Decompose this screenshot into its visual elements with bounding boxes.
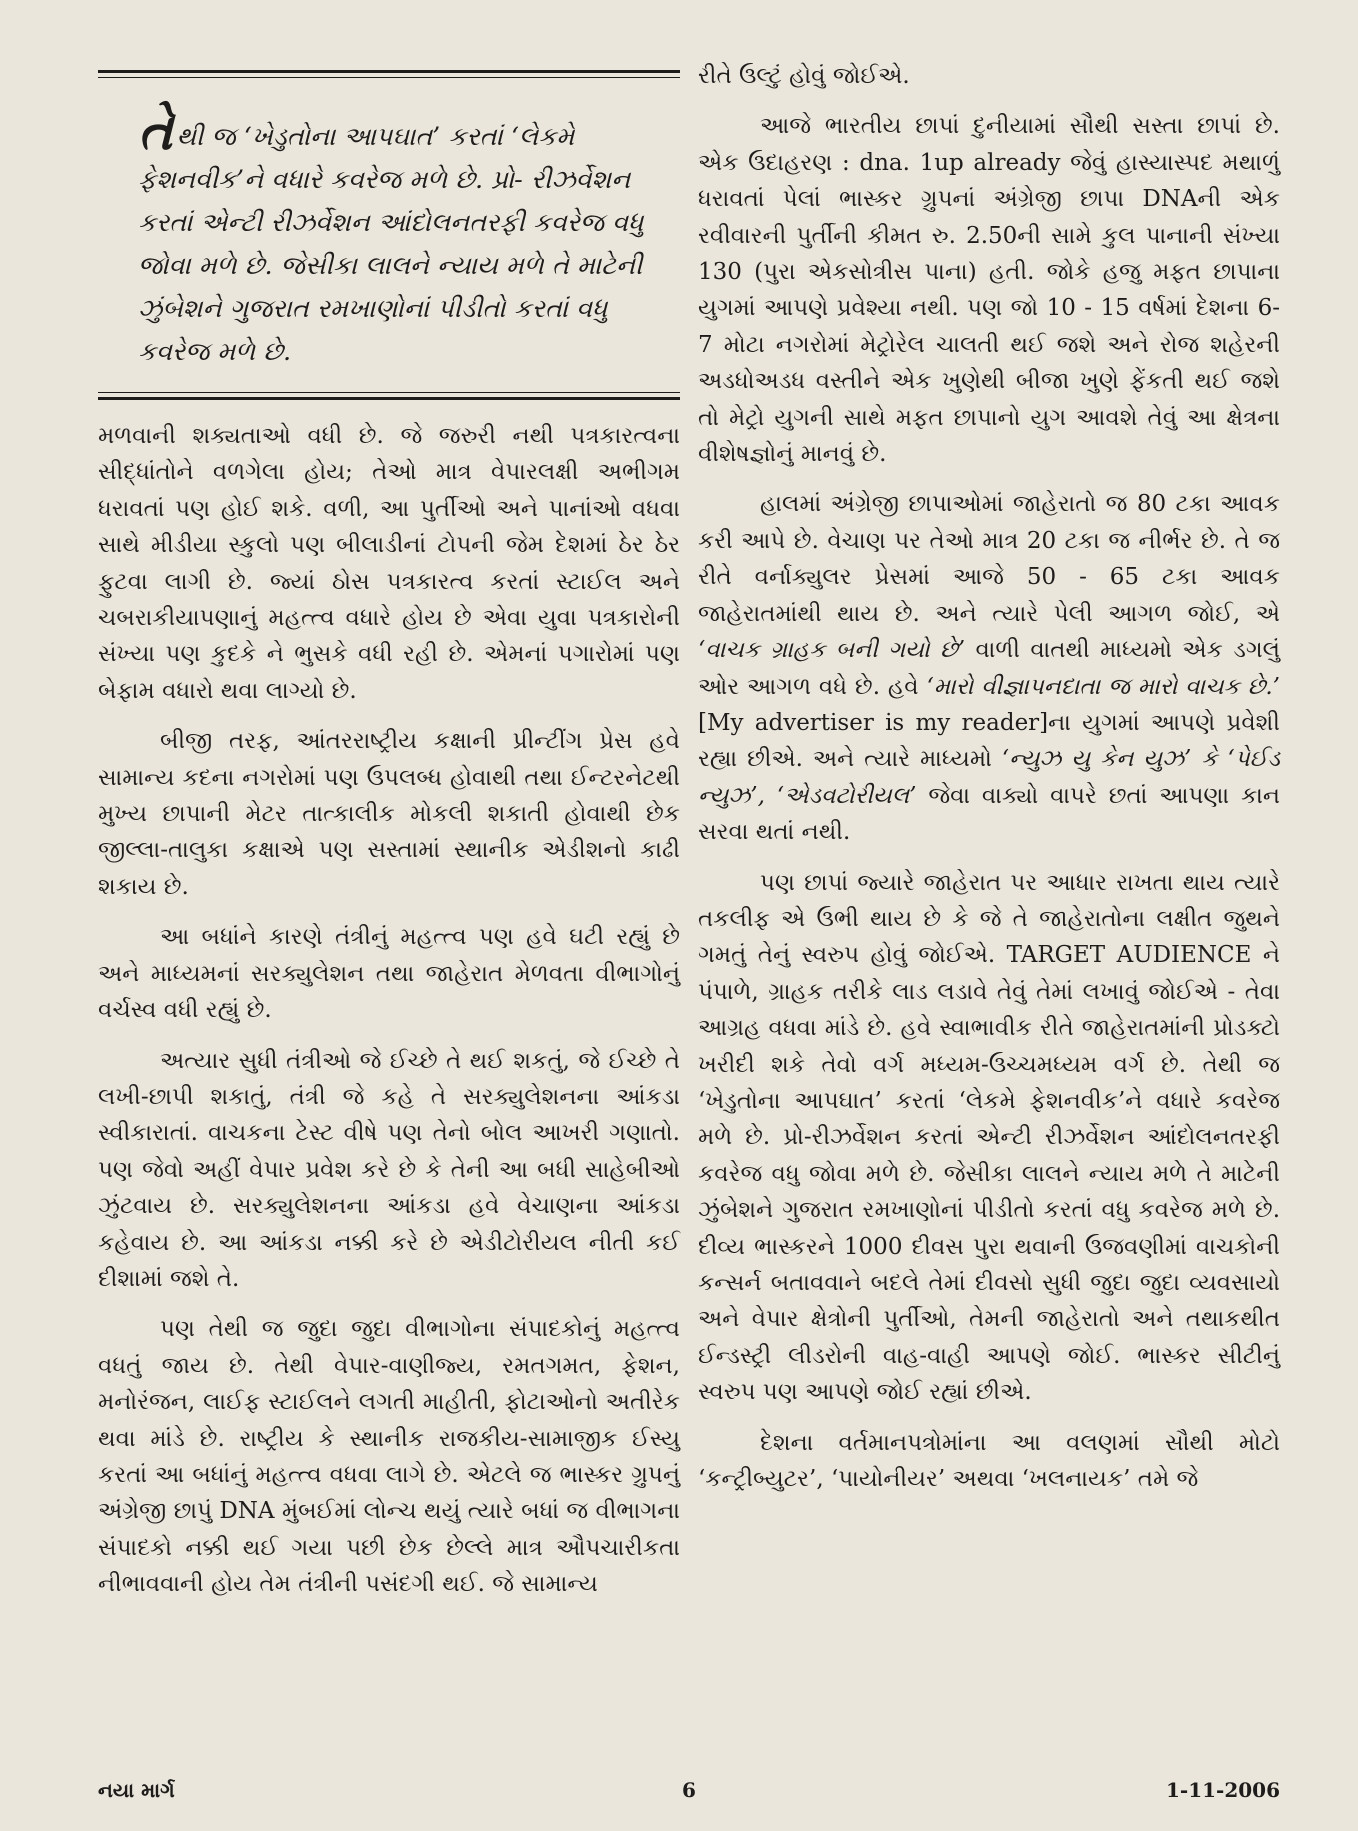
page-number: 6 [682,1778,696,1802]
text-run: હાલમાં અંગ્રેજી છાપાઓમાં જાહેરાતો જ 80 ટકા આવક કરી આપે છે. વેચાણ પર તેઓ માત્ર 20 ટકા જ નીર્ભર છે. તે જ રીતે વર્નાક્યુલર પ્રેસમાં આજે 50 - 65 ટકા આવક જાહેરાતમાંથી થાય છે. અને ત્યારે પેલી આગળ જોઈ, એ [698,491,1280,627]
text-run: જેવા વાક્યો વાપરે છતાં આપણા કાન સરવા થતાં નથી. [698,782,1280,846]
pull-quote-bottom-rule [98,397,680,400]
body-paragraph: દેશના વર્તમાનપત્રોમાંના આ વલણમાં સૌથી મોટો ‘કન્ટ્રીબ્યુટર’, ‘પાયોનીયર’ અથવા ‘ખલનાયક’ તમે જે [698,1429,1280,1493]
italic-quote: ‘મારો વીજ્ઞાપનદાતા જ મારો વાચક છે.’ [926,673,1280,700]
page-footer [98,1778,1280,1808]
body-paragraph: આ બધાંને કારણે તંત્રીનું મહત્ત્વ પણ હવે ઘટી રહ્યું છે અને માધ્યમનાં સરક્યુલેશન તથા જાહેરાત મેળવતા વીભાગોનું વર્ચસ્વ વધી રહ્યું છે. [98,924,680,1024]
italic-quote: ‘ન્યુઝ યુ કેન યુઝ’ કે ‘પેઈડ ન્યુઝ’, ‘એડવટોરીયલ’ [698,746,1281,809]
body-paragraph: મળવાની શક્યતાઓ વધી છે. જે જરુરી નથી પત્રકારત્વના સીદ્ધાંતોને વળગેલા હોય; તેઓ માત્ર વેપારલક્ષી અભીગમ ધરાવતાં પણ હોઈ શકે. વળી, આ પુર્તીઓ અને પાનાંઓ વધવા સાથે મીડીયા સ્કુલો પણ બીલાડીનાં ટોપની જેમ દેશમાં ઠેર ઠેર ફુટવા લાગી છે. જ્યાં ઠોસ પત્રકારત્વ કરતાં સ્ટાઈલ અને ચબરાકીયાપણાનું મહત્ત્વ વધારે હોય છે એવા યુવા પત્રકારોની સંખ્યા પણ કુદકે ને ભુસકે વધી રહી છે. એમનાં પગારોમાં પણ બેફામ વધારો થવા લાગ્યો છે. [98,423,680,704]
publication-name: નયા માર્ગ [98,1778,175,1802]
pull-quote-drop-cap: તે [138,101,173,162]
body-paragraph: આજે ભારતીય છાપાં દુનીયામાં સૌથી સસ્તા છાપાં છે. એક ઉદાહરણ : dna. 1up already જેવું હાસ્યાસ્પદ મથાળું ધરાવતાં પેલાં ભાસ્કર ગ્રુપનાં અંગ્રેજી છાપા DNAની એક રવીવારની પુર્તીની કીમત રુ. 2.50ની સામે કુલ પાનાની સંખ્યા 130 (પુરા એકસોત્રીસ પાના) હતી. જોકે હજુ મફત છાપાના યુગમાં આપણે પ્રવેશ્યા નથી. પણ જો 10 - 15 વર્ષમાં દેશના 6-7 મોટા નગરોમાં મેટ્રોરેલ ચાલતી થઈ જશે અને રોજ શહેરની અડધોઅડધ વસ્તીને એક ખુણેથી બીજા ખુણે ફેંકતી થઈ જશે તો મેટ્રો યુગની સાથે મફત છાપાનો યુગ આવશે તેવું આ ક્ષેત્રના વીશેષજ્ઞોનું માનવું છે. [698,113,1280,468]
pull-quote [98,78,680,374]
pull-quote-bottom-rule-thin [98,392,680,393]
right-column [698,58,1280,1497]
text-run: [My advertiser is my reader]ના યુગમાં આપણે પ્રવેશી રહ્યા છીએ. અને ત્યારે માધ્યમો [698,709,1280,773]
body-paragraph [698,486,1280,850]
text-run: વાળી વાતથી માધ્યમો એક ડગલું ઓર આગળ વધે છે. હવે [698,637,1280,700]
pull-quote-top-rule [98,70,680,73]
body-paragraph: પણ તેથી જ જુદા જુદા વીભાગોના સંપાદકોનું મહત્ત્વ વધતું જાય છે. તેથી વેપાર-વાણીજ્ય, રમતગમત, ફેશન, મનોરંજન, લાઈફ સ્ટાઈલને લગતી માહીતી, ફોટાઓનો અતીરેક થવા માંડે છે. રાષ્ટ્રીય કે સ્થાનીક રાજકીય-સામાજીક ઈસ્યુ કરતાં આ બધાંનું મહત્ત્વ વધવા લાગે છે. એટલે જ ભાસ્કર ગ્રુપનું અંગ્રેજી છાપું DNA મુંબઈમાં લોન્ચ થયું ત્યારે બધાં જ વીભાગના સંપાદકો નક્કી થઈ ગયા પછી છેક છેલ્લે માત્ર ઔપચારીકતા નીભાવવાની હોય તેમ તંત્રીની પસંદગી થઈ. જે સામાન્ય [98,1316,680,1598]
body-paragraph: રીતે ઉલ્ટું હોવું જોઈએ. [698,63,910,89]
issue-date: 1-11-2006 [1165,1778,1280,1802]
italic-quote: ‘વાચક ગ્રાહક બની ગયો છે’ [698,637,966,664]
body-paragraph: અત્યાર સુધી તંત્રીઓ જે ઈચ્છે તે થઈ શકતું, જે ઈચ્છે તે લખી-છાપી શકાતું, તંત્રી જે કહે તે સરક્યુલેશનના આંકડા સ્વીકારાતાં. વાચકના ટેસ્ટ વીષે પણ તેનો બોલ આખરી ગણાતો. પણ જેવો અહીં વેપાર પ્રવેશ કરે છે કે તેની આ બધી સાહેબીઓ ઝુંટવાય છે. સરક્યુલેશનના આંકડા હવે વેચાણના આંકડા કહેવાય છે. આ આંકડા નક્કી કરે છે એડીટોરીયલ નીતી કઈ દીશામાં જશે તે. [98,1047,680,1292]
pull-quote-text: થી જ ‘ખેડુતોના આપઘાત’ કરતાં ‘લેકમે ફેશનવીક’ને વધારે કવરેજ મળે છે. પ્રો- રીઝર્વેશન કરતાં એન્ટી રીઝર્વેશન આંદોલનતરફી કવરેજ વધુ જોવા મળે છે. જેસીકા લાલને ન્યાય મળે તે માટેની ઝુંબેશને ગુજરાત રમખાણોનાં પીડીતો કરતાં વધુ કવરેજ મળે છે. [138,122,644,367]
body-paragraph: બીજી તરફ, આંતરરાષ્ટ્રીય કક્ષાની પ્રીન્ટીંગ પ્રેસ હવે સામાન્ય કદના નગરોમાં પણ ઉપલબ્ધ હોવાથી તથા ઈન્ટરનેટથી મુખ્ય છાપાની મેટર તાત્કાલીક મોકલી શકાતી હોવાથી છેક જીલ્લા-તાલુકા કક્ષાએ પણ સસ્તામાં સ્થાનીક એડીશનો કાઢી શકાય છે. [98,728,680,900]
body-paragraph: પણ છાપાં જ્યારે જાહેરાત પર આધાર રાખતા થાય ત્યારે તકલીફ એ ઉભી થાય છે કે જે તે જાહેરાતોના લક્ષીત જુથને ગમતું તેનું સ્વરુપ હોવું જોઈએ. TARGET AUDIENCE ને પંપાળે, ગ્રાહક તરીકે લાડ લડાવે તેવું તેમાં લખાવું જોઈએ - તેવા આગ્રહ વધવા માંડે છે. હવે સ્વાભાવીક રીતે જાહેરાતમાંની પ્રોડક્ટો ખરીદી શકે તેવો વર્ગ મધ્યમ-ઉચ્ચમધ્યમ વર્ગ છે. તેથી જ ‘ખેડુતોના આપઘાત’ કરતાં ‘લેકમે ફેશનવીક’ને વધારે કવરેજ મળે છે. પ્રો-રીઝર્વેશન કરતાં એન્ટી રીઝર્વેશન આંદોલનતરફી કવરેજ વધુ જોવા મળે છે. જેસીકા લાલને ન્યાય મળે તે માટેની ઝુંબેશને ગુજરાત રમખાણોનાં પીડીતો કરતાં વધુ કવરેજ મળે છે. દીવ્ય ભાસ્કરને 1000 દીવસ પુરા થવાની ઉજવણીમાં વાચકોની કન્સર્ન બતાવવાને બદલે તેમાં દીવસો સુધી જુદા જુદા વ્યવસાયો અને વેપાર ક્ષેત્રોની પુર્તીઓ, તેમની જાહેરાતો અને તથાકથીત ઈન્ડસ્ટ્રી લીડરોની વાહ-વાહી આપણે જોઈ. ભાસ્કર સીટીનું સ્વરુપ પણ આપણે જોઈ રહ્યાં છીએ. [698,869,1280,1406]
left-column [98,58,680,1603]
